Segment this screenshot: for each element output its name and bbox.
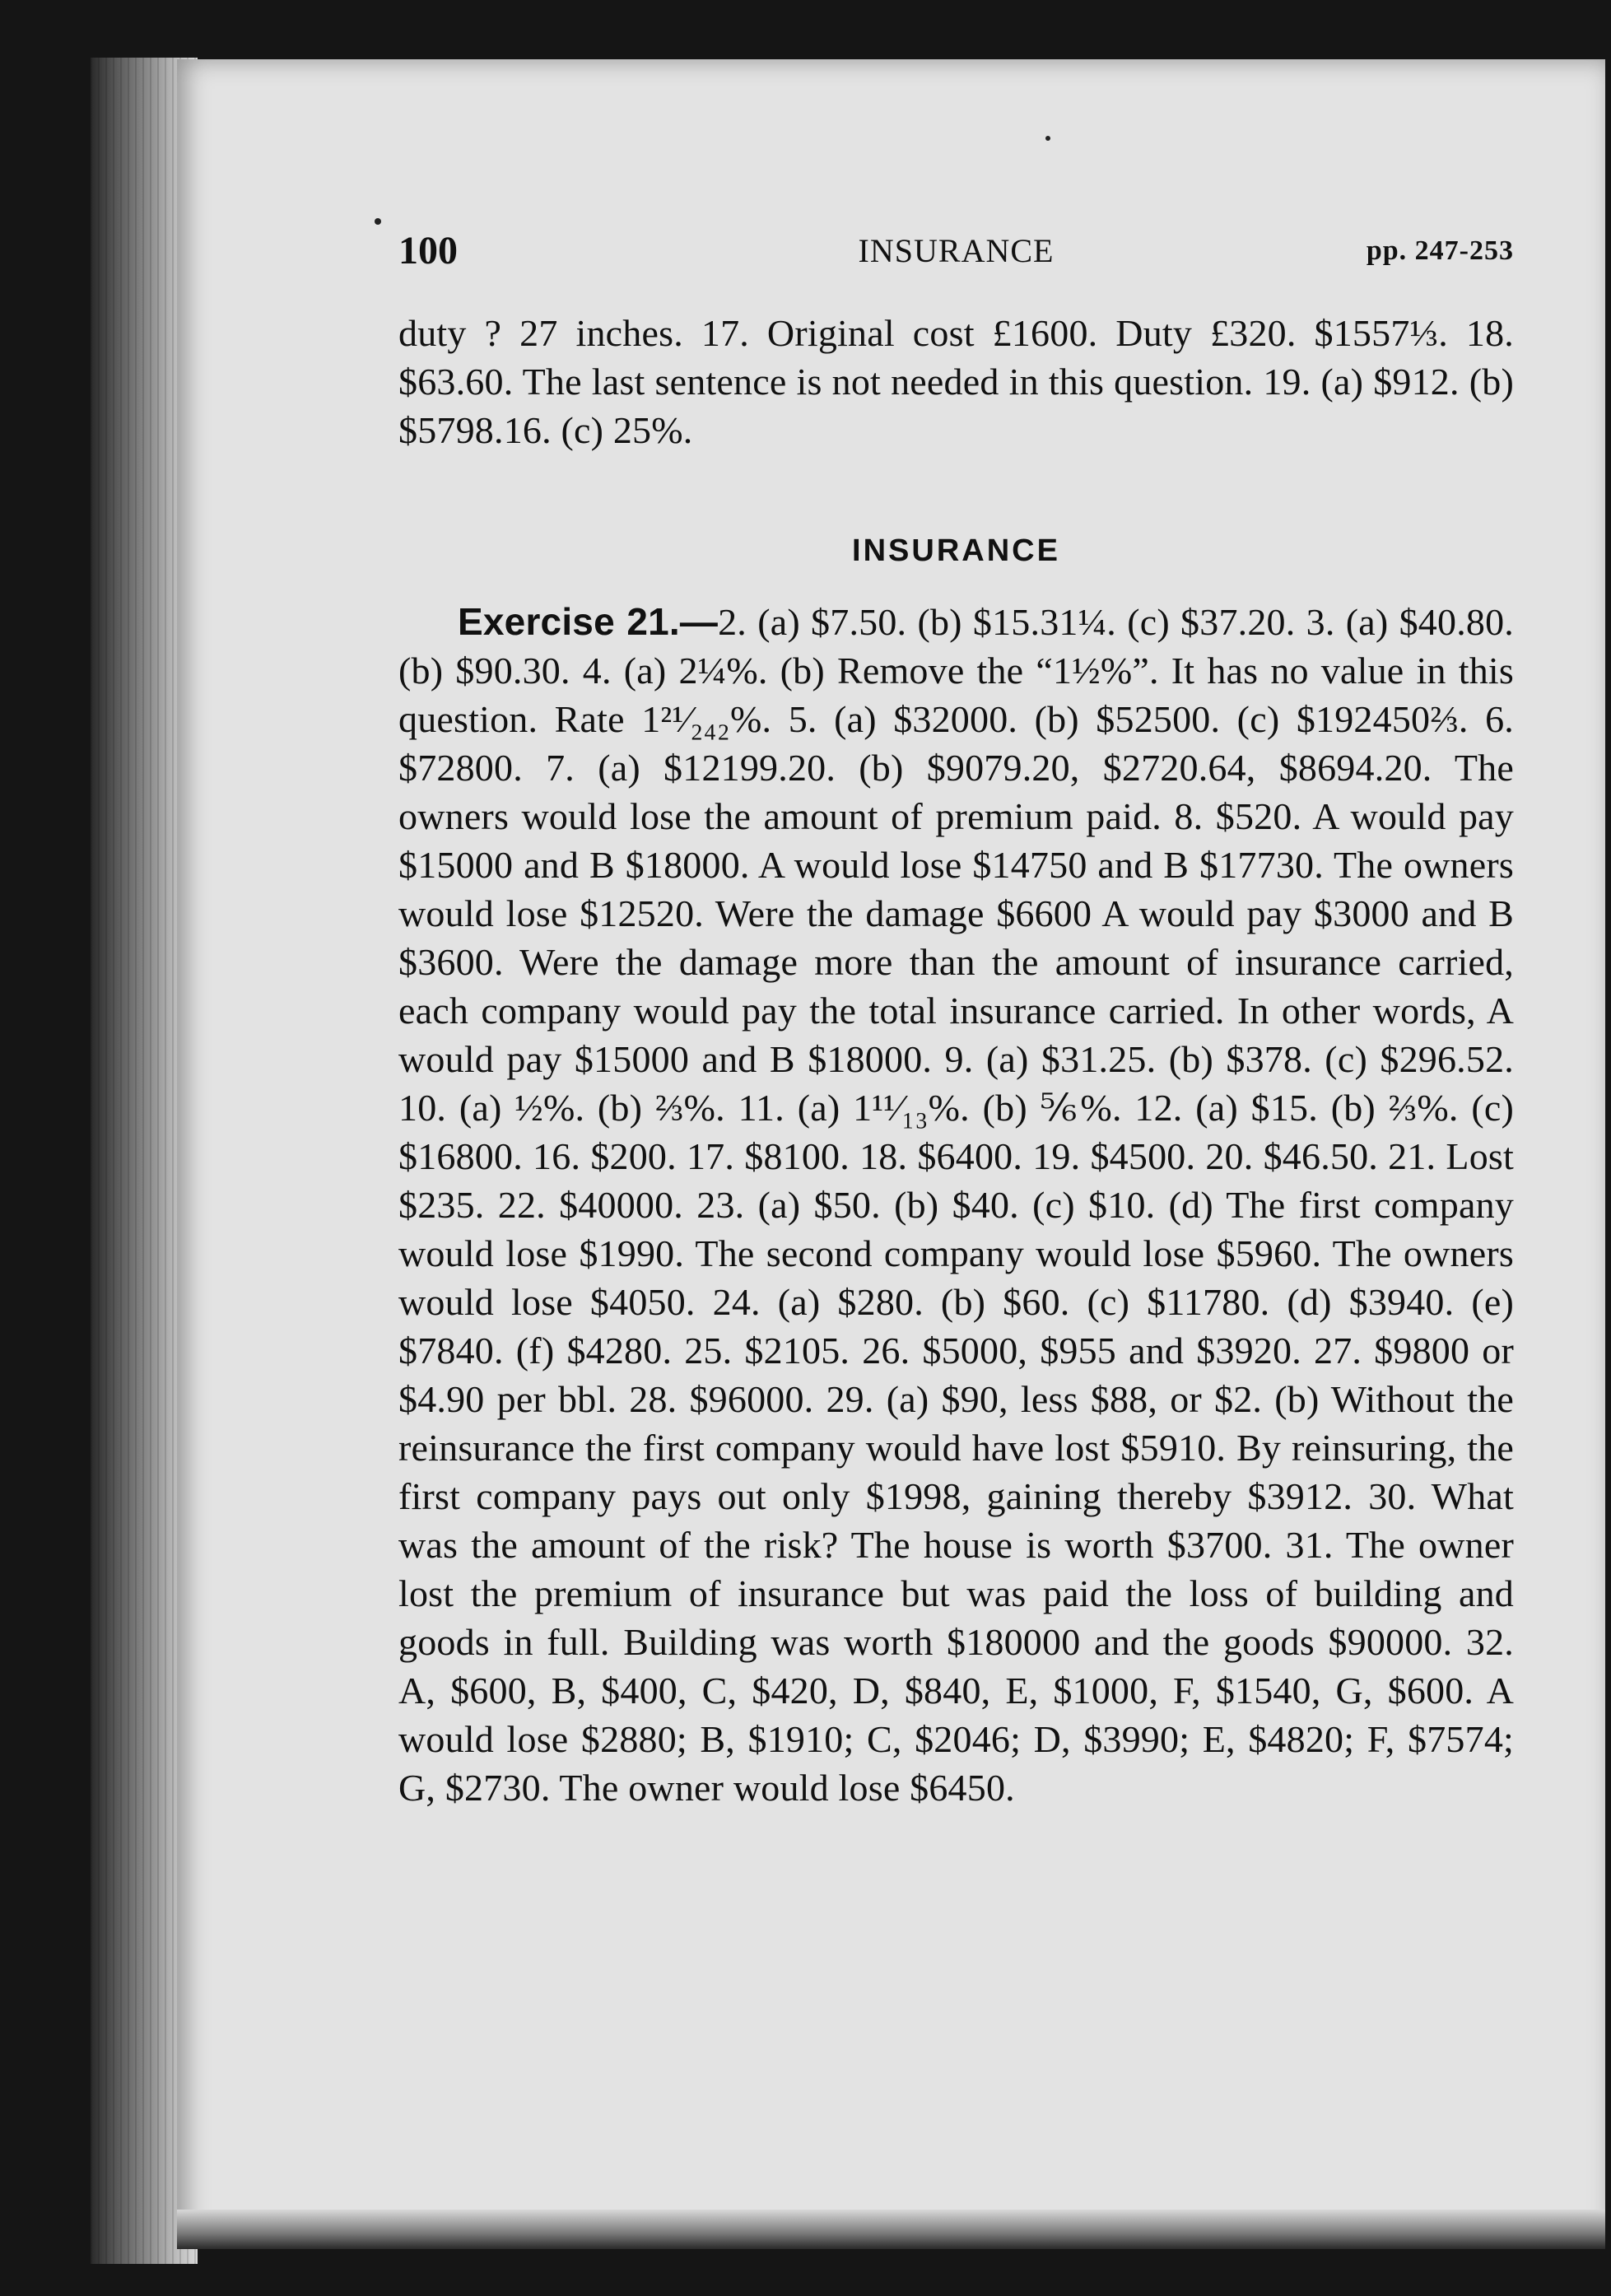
- page-header: [398, 222, 1514, 280]
- page-number: 100: [398, 229, 458, 272]
- exercise-label: Exercise 21.—: [458, 600, 719, 643]
- ink-dot: [1045, 136, 1050, 141]
- exercise-answers-text: 2. (a) $7.50. (b) $15.31¼. (c) $37.20. 3. (a) $40.80. (b) $90.30. 4. (a) 2¼%. (b) Remove the “1½%”. It has no value in this question. Rate 1²¹⁄₂₄₂%. 5. (a) $32000. (b) $52500. (c) $192450⅔. 6. $72800. 7. (a) $12199.20. (b) $9079.20, $2720.64, $8694.20. The owners would lose the amount of premium paid. 8. $520. A would pay $15000 and B $18000. A would lose $14750 and B $17730. The owners would lose $12520. Were the damage $6600 A would pay $3000 and B $3600. Were the damage more than the amount of insurance carried, each company would pay the total insurance carried. In other words, A would pay $15000 and B $18000. 9. (a) $31.25. (b) $378. (c) $296.52. 10. (a) ½%. (b) ⅔%. 11. (a) 1¹¹⁄₁₃%. (b) ⅚%. 12. (a) $15. (b) ⅔%. (c) $16800. 16. $200. 17. $8100. 18. $6400. 19. $4500. 20. $46.50. 21. Lost $235. 22. $40000. 23. (a) $50. (b) $40. (c) $10. (d) The first company would lose $1990. The second company would lose $5960. The owners would lose $4050. 24. (a) $280. (b) $60. (c) $11780. (d) $3940. (e) $7840. (f) $4280. 25. $2105. 26. $5000, $955 and $3920. 27. $9800 or $4.90 per bbl. 28. $96000. 29. (a) $90, less $88, or $2. (b) Without the reinsurance the first company would have lost $5910. By reinsuring, the first company pays out only $1998, gaining thereby $3912. 30. What was the amount of the risk? The house is worth $3700. 31. The owner lost the premium of insurance but was paid the loss of building and goods in full. Building was worth $180000 and the goods $90000. 32. A, $600, B, $400, C, $420, D, $840, E, $1000, F, $1540, G, $600. A would lose $2880; B, $1910; C, $2046; D, $3990; E, $4820; F, $7574; G, $2730. The owner would lose $6450.: [398, 601, 1514, 1809]
- exercise-answers-paragraph: [398, 598, 1514, 1812]
- page-reference: pp. 247-253: [1366, 235, 1514, 266]
- section-heading: INSURANCE: [852, 533, 1060, 568]
- page-bottom-shadow: [177, 2210, 1605, 2249]
- ink-dot: [375, 218, 381, 225]
- running-title: INSURANCE: [858, 232, 1055, 269]
- continued-answers-paragraph: duty ? 27 inches. 17. Original cost £1600. Duty £320. $1557⅓. 18. $63.60. The last sentence is not needed in this question. 19. (a) $912. (b) $5798.16. (c) 25%.: [398, 312, 1514, 451]
